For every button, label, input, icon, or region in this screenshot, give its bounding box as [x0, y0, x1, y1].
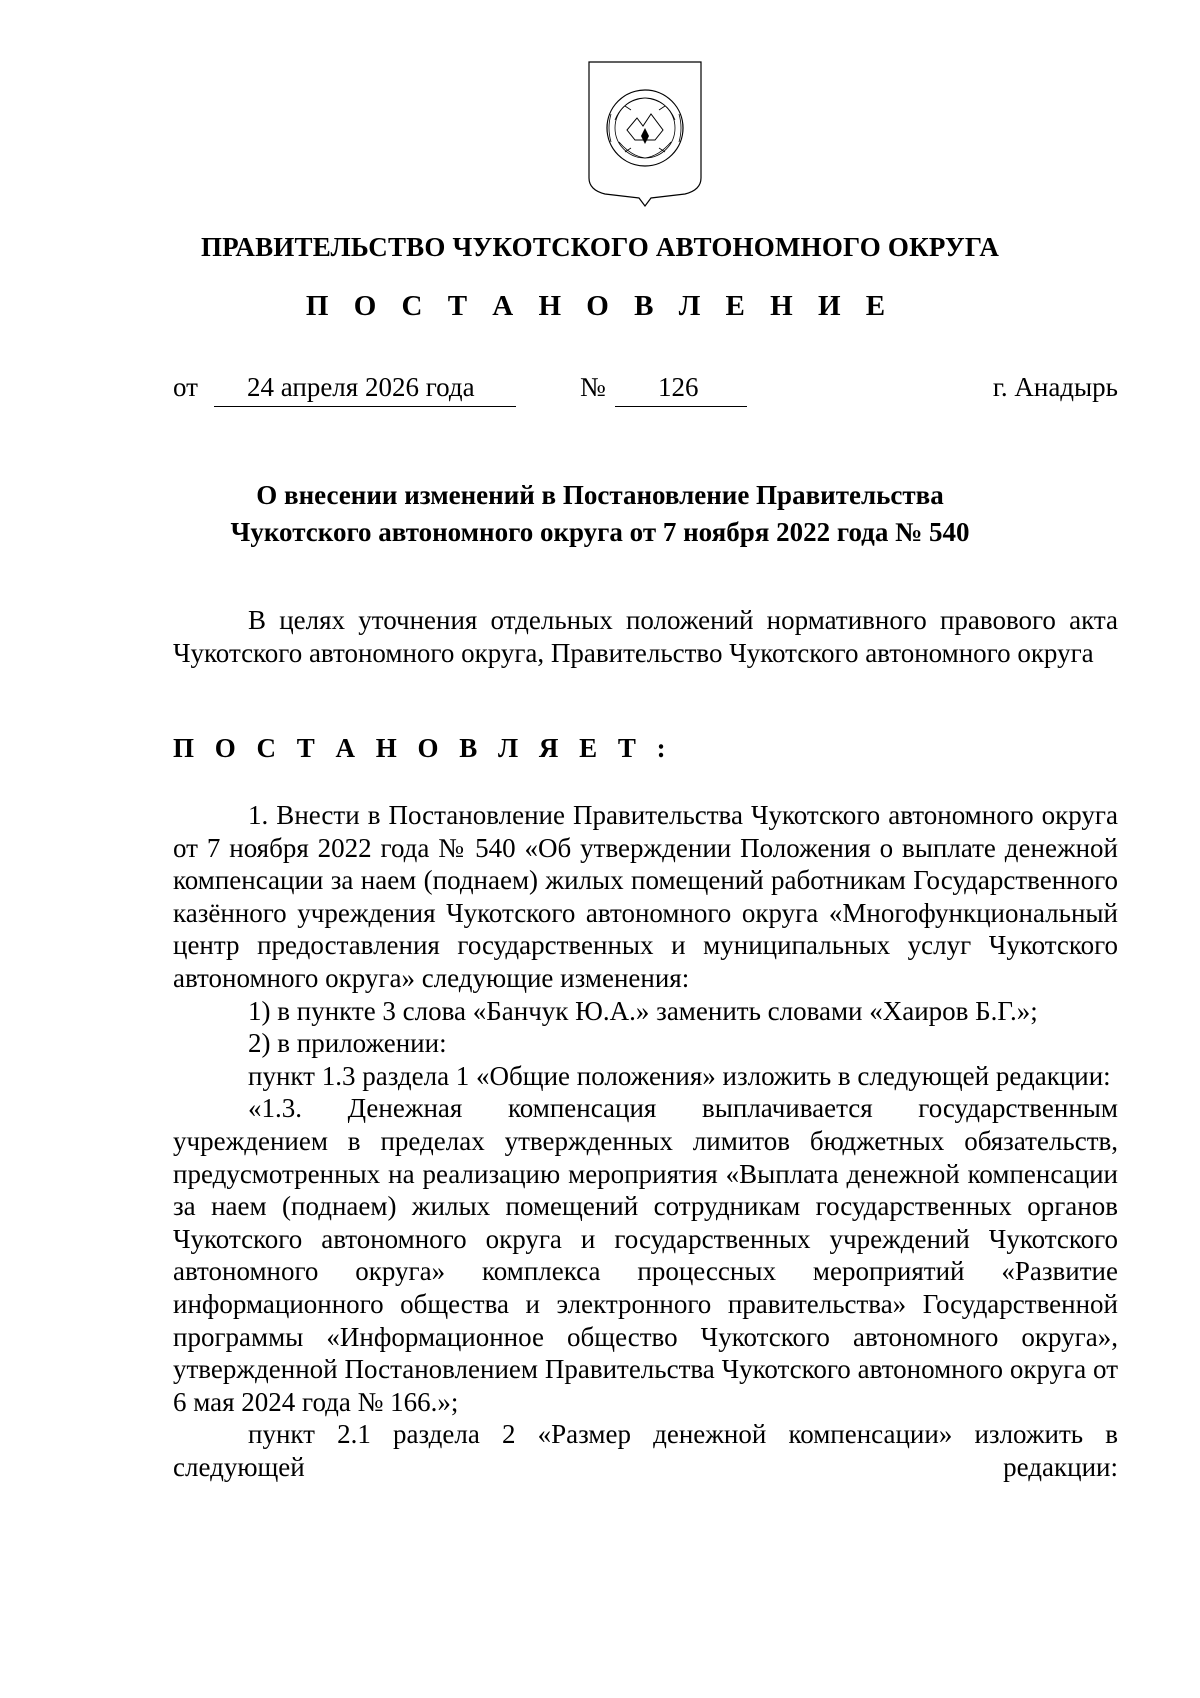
document-meta — [0, 372, 1200, 412]
document-date: 24 апреля 2026 года — [247, 372, 475, 402]
title-line-1: О внесении изменений в Постановление Правительства — [256, 480, 944, 510]
number-label: № — [580, 372, 606, 402]
city: г. Анадырь — [992, 372, 1118, 402]
preamble-block — [173, 604, 1118, 669]
title-line-2: Чукотского автономного округа от 7 ноября 2022 года № 540 — [230, 517, 970, 547]
paragraph-4: пункт 1.3 раздела 1 «Общие положения» изложить в следующей редакции: — [248, 1060, 1111, 1091]
from-label: от — [173, 372, 198, 402]
paragraph-5: «1.3. Денежная компенсация выплачивается государственным учреждением в пределах утвержденных лимитов бюджетных обязательств, предусмотренных на реализацию мероприятия «Выплата денежной компенсации за наем (поднаем) жилых помещений сотрудникам государственных органов Чукотского автономного округа и государственных учреждений Чукотского автономного округа» комплекса процессных мероприятий «Развитие информационного общества и электронного правительства» Государственной программы «Информационное общество Чукотского автономного округа», утвержденной Постановлением Правительства Чукотского автономного округа от 6 мая 2024 года № 166.»; — [173, 1093, 1118, 1417]
paragraph-3: 2) в приложении: — [248, 1028, 447, 1059]
date-underline — [214, 406, 516, 407]
paragraph-6: пункт 2.1 раздела 2 «Размер денежной компенсации» изложить в следующей редакции: — [173, 1419, 1118, 1482]
document-title — [0, 477, 1200, 551]
number-underline — [615, 406, 747, 407]
paragraph-1: 1. Внести в Постановление Правительства Чукотского автономного округа от 7 ноября 2022 года № 540 «Об утверждении Положения о выплате денежной компенсации за наем (поднаем) жилых помещений работникам Государственного казённого учреждения Чукотского автономного округа «Многофункциональный центр предоставления государственных и муниципальных услуг Чукотского автономного округа» следующие изменения: — [173, 800, 1118, 993]
paragraph-2: 1) в пункте 3 слова «Банчук Ю.А.» заменить словами «Хаиров Б.Г.»; — [248, 995, 1038, 1026]
preamble-paragraph: В целях уточнения отдельных положений нормативного правового акта Чукотского автономного округа, Правительство Чукотского автономного округа — [173, 605, 1118, 668]
coat-of-arms-emblem — [585, 60, 705, 210]
resolves-heading: П О С Т А Н О В Л Я Е Т : — [173, 733, 673, 763]
document-number: 126 — [658, 372, 699, 402]
organization-name: ПРАВИТЕЛЬСТВО ЧУКОТСКОГО АВТОНОМНОГО ОКРУГА — [200, 232, 1000, 262]
document-type: П О С Т А Н О В Л Е Н И Е — [305, 290, 895, 322]
main-body — [173, 799, 1118, 1483]
